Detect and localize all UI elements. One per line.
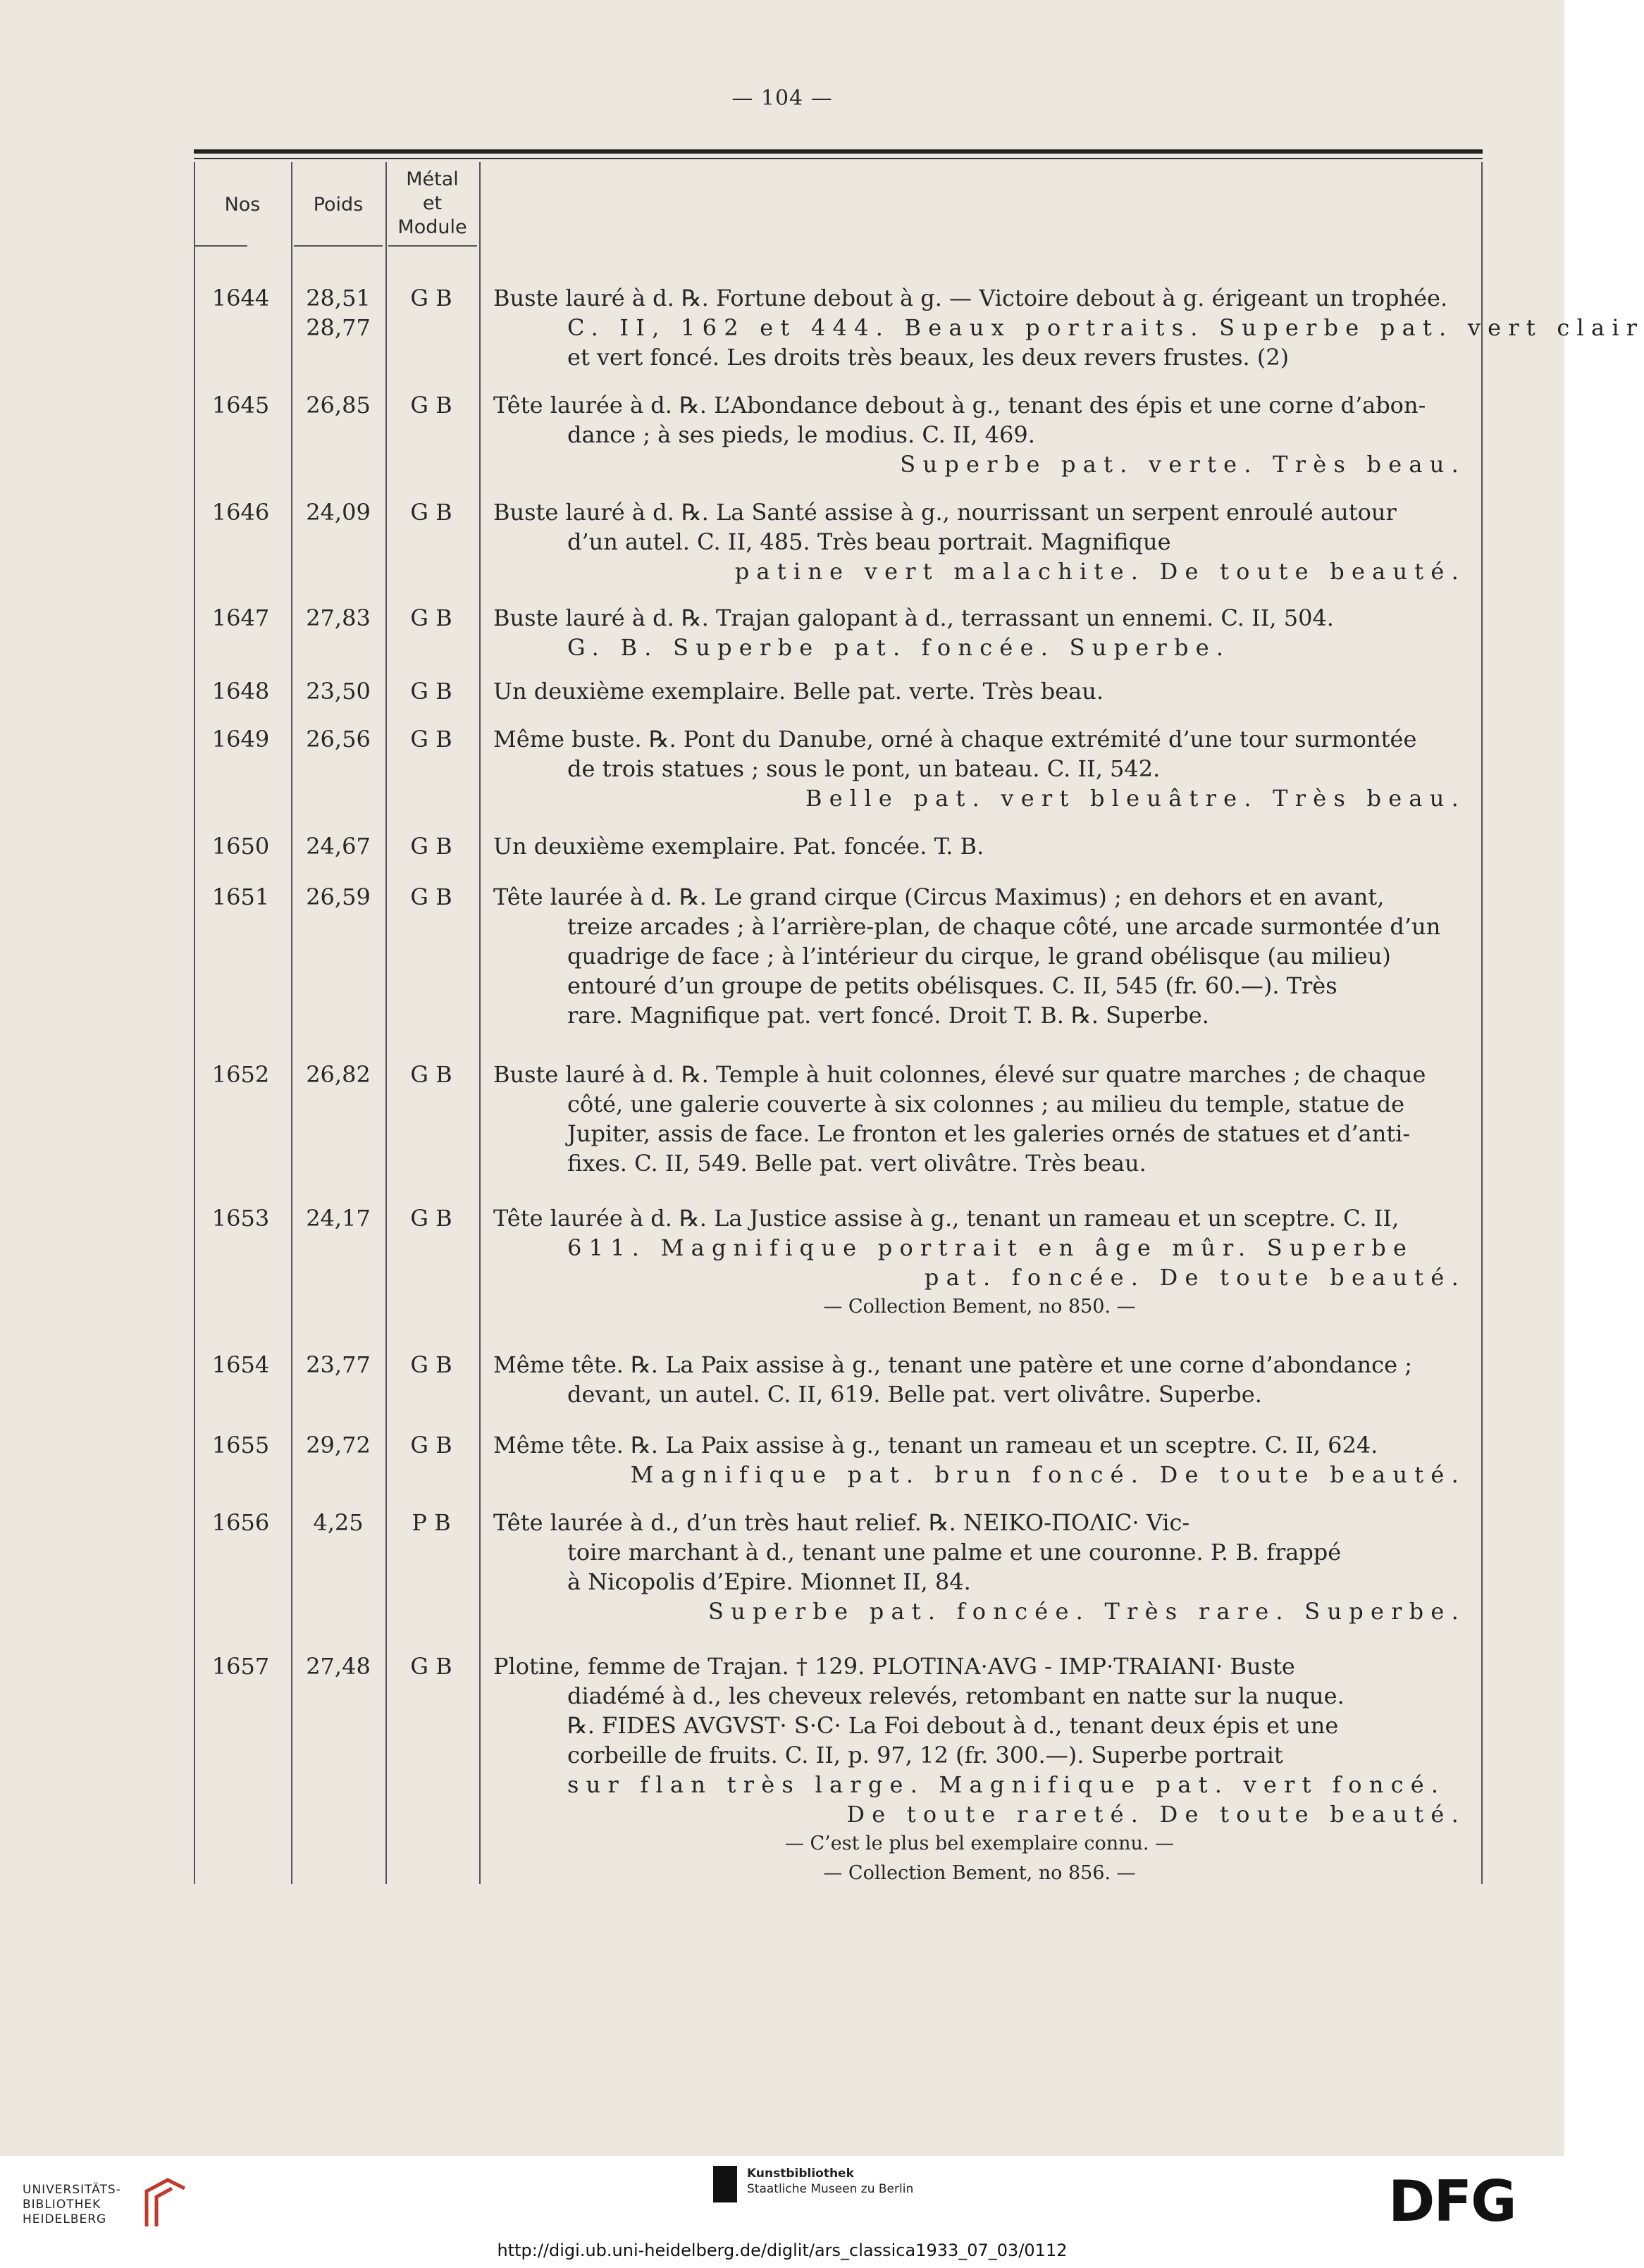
kunstbibliothek-label: Kunstbibliothek Staatliche Museen zu Berlin [747,2167,914,2196]
description-line: rare. Magnifique pat. vert foncé. Droit T. B. ℞. Superbe. [567,1002,1209,1029]
header-weight: Poids [313,194,364,216]
description-line: quadrige de face ; à l’intérieur du cirque, le grand obélisque (au milieu) [567,943,1391,969]
description-line: sur flan très large. Magnifique pat. vert foncé. [567,1771,1446,1798]
metal-module: G B [410,285,452,311]
weight-cell [292,1508,384,1537]
metal-module: G B [410,1351,452,1378]
source-url-link[interactable]: http://digi.ub.uni-heidelberg.de/diglit/ars_classica1933_07_03/0112 [497,2241,1068,2260]
lot-number: 1653 [211,1205,270,1232]
weight-cell [292,283,384,342]
description-line: Même buste. ℞. Pont du Danube, orné à chaque extrémité d’une tour surmontée [493,726,1417,752]
kunstbibliothek-logo-icon [713,2166,737,2202]
table-top-rule-thin [194,158,1483,159]
metal-module: G B [410,605,452,631]
metal-module: G B [410,1205,452,1232]
weight-value: 24,09 [306,499,371,526]
description-line: Superbe pat. foncée. Très rare. Superbe. [707,1598,1466,1625]
description-line: De toute rareté. De toute beauté. [846,1801,1466,1828]
description-line: pat. foncée. De toute beauté. [924,1264,1466,1291]
description-cell [493,390,1466,479]
metal-module: G B [410,1432,452,1458]
weight-cell [292,1350,384,1380]
page-number: — 104 — [731,86,833,111]
lot-number: 1644 [211,285,270,311]
weight-value: 4,25 [313,1509,364,1536]
lot-number: 1652 [211,1061,270,1088]
lot-number: 1650 [211,833,270,860]
description-line: Tête laurée à d. ℞. La Justice assise à g., tenant un rameau et un sceptre. C. II, [493,1205,1399,1232]
column-divider [479,162,481,1884]
lot-number: 1651 [211,884,270,910]
description-line: Tête laurée à d. ℞. Le grand cirque (Circus Maximus) ; en dehors et en avant, [493,884,1385,910]
footer-bar [0,2156,1564,2268]
weight-value: 26,56 [306,726,371,752]
weight-value: 27,48 [306,1653,371,1680]
description-cell [493,1508,1466,1626]
weight-value: 28,77 [306,314,371,341]
column-divider [291,162,292,1884]
weight-value: 27,83 [306,605,371,631]
description-line: Un deuxième exemplaire. Pat. foncée. T. B. [493,833,984,860]
lot-number: 1657 [211,1653,270,1680]
lot-number: 1645 [211,392,270,419]
metal-module: P B [412,1509,451,1536]
description-cell [493,1350,1466,1409]
weight-cell [292,1652,384,1681]
dfg-logo: DFG [1388,2169,1516,2234]
weight-value: 23,77 [306,1351,371,1378]
weight-value: 29,72 [306,1432,371,1458]
description-cell [493,882,1466,1030]
description-line: Même tête. ℞. La Paix assise à g., tenant une patère et une corne d’abondance ; [493,1351,1412,1378]
description-line: treize arcades ; à l’arrière-plan, de chaque côté, une arcade surmontée d’un [567,913,1441,940]
metal-module: G B [410,884,452,910]
weight-cell [292,1430,384,1460]
weight-value: 24,17 [306,1205,371,1232]
description-line: 611. Magnifique portrait en âge mûr. Superbe [567,1234,1414,1261]
description-line: dance ; à ses pieds, le modius. C. II, 469. [567,421,1035,448]
weight-cell [292,390,384,420]
description-cell [493,831,1466,861]
description-line: à Nicopolis d’Epire. Mionnet II, 84. [567,1568,971,1595]
weight-cell [292,1060,384,1089]
description-line: Buste lauré à d. ℞. La Santé assise à g., nourrissant un serpent enroulé autour [493,499,1397,526]
description-cell [493,724,1466,813]
description-line: G. B. Superbe pat. foncée. Superbe. [567,634,1231,661]
description-line: Belle pat. vert bleuâtre. Très beau. [805,785,1466,812]
lot-number: 1647 [211,605,270,631]
description-line: toire marchant à d., tenant une palme et une couronne. P. B. frappé [567,1539,1342,1566]
description-line: patine vert malachite. De toute beauté. [734,558,1466,585]
description-cell [493,1652,1466,1888]
description-line: Tête laurée à d. ℞. L’Abondance debout à g., tenant des épis et une corne d’abon- [493,392,1426,419]
column-divider [385,162,387,1884]
header-rule [294,245,383,247]
lot-number: 1654 [211,1351,270,1378]
header-metal: Métal et Module [397,168,467,238]
description-line: Même tête. ℞. La Paix assise à g., tenant un rameau et un sceptre. C. II, 624. [493,1432,1378,1458]
weight-value: 23,50 [306,678,371,705]
weight-cell [292,882,384,912]
metal-module: G B [410,1653,452,1680]
metal-module: G B [410,833,452,860]
lot-number: 1649 [211,726,270,752]
university-library-logo: UNIVERSITÄTS- BIBLIOTHEK HEIDELBERG [23,2183,121,2226]
lot-number: 1656 [211,1509,270,1536]
metal-module: G B [410,392,452,419]
metal-module: G B [410,678,452,705]
weight-cell [292,676,384,706]
description-line: diadémé à d., les cheveux relevés, retombant en natte sur la nuque. [567,1683,1345,1709]
description-line: fixes. C. II, 549. Belle pat. vert olivâtre. Très beau. [567,1150,1147,1177]
description-cell [493,603,1466,662]
description-line: Plotine, femme de Trajan. † 129. PLOTINA·AVG - IMP·TRAIANI· Buste [493,1653,1295,1680]
description-line: ℞. FIDES AVGVST· S·C· La Foi debout à d., tenant deux épis et une [567,1712,1339,1739]
description-line: — Collection Bement, no 856. — [823,1862,1136,1884]
description-line: et vert foncé. Les droits très beaux, les deux revers frustes. (2) [567,344,1290,371]
table-top-rule [194,149,1483,154]
metal-module: G B [410,499,452,526]
ub-emblem-icon [140,2177,189,2231]
description-line: devant, un autel. C. II, 619. Belle pat. vert olivâtre. Superbe. [567,1381,1262,1408]
description-cell [493,497,1466,586]
description-line: Tête laurée à d., d’un très haut relief. ℞. ΝΕΙΚΟ-ΠΟΛΙC· Vic- [493,1509,1190,1536]
weight-cell [292,1203,384,1233]
description-cell [493,283,1644,372]
column-divider [1481,162,1483,1884]
header-rule [388,245,477,247]
description-line: — C’est le plus bel exemplaire connu. — [784,1833,1175,1854]
description-line: de trois statues ; sous le pont, un bateau. C. II, 542. [567,755,1161,782]
description-cell [493,1203,1466,1322]
weight-cell [292,603,384,633]
description-line: Buste lauré à d. ℞. Fortune debout à g. — Victoire debout à g. érigeant un trophée. [493,285,1448,311]
weight-value: 26,59 [306,884,371,910]
description-line: — Collection Bement, no 850. — [823,1296,1136,1318]
weight-cell [292,831,384,861]
weight-cell [292,497,384,527]
description-line: entouré d’un groupe de petits obélisques. C. II, 545 (fr. 60.—). Très [567,972,1337,999]
weight-value: 24,67 [306,833,371,860]
description-line: corbeille de fruits. C. II, p. 97, 12 (fr. 300.—). Superbe portrait [567,1742,1283,1768]
description-line: côté, une galerie couverte à six colonnes ; au milieu du temple, statue de [567,1091,1405,1117]
coin-catalog-table [194,149,1644,1884]
lot-number: 1646 [211,499,270,526]
metal-module: G B [410,1061,452,1088]
lot-number: 1648 [211,678,270,705]
description-cell [493,676,1466,706]
description-line: d’un autel. C. II, 485. Très beau portrait. Magnifique [567,528,1171,555]
description-line: Buste lauré à d. ℞. Temple à huit colonnes, élevé sur quatre marches ; de chaque [493,1061,1426,1088]
header-no: Nos [224,194,261,216]
lot-number: 1655 [211,1432,270,1458]
weight-value: 26,85 [306,392,371,419]
description-line: Buste lauré à d. ℞. Trajan galopant à d., terrassant un ennemi. C. II, 504. [493,605,1334,631]
weight-value: 26,82 [306,1061,371,1088]
description-line: Un deuxième exemplaire. Belle pat. verte. Très beau. [493,678,1104,705]
weight-value: 28,51 [306,285,371,311]
description-line: Jupiter, assis de face. Le fronton et les galeries ornés de statues et d’anti- [567,1120,1411,1147]
description-line: Superbe pat. verte. Très beau. [900,451,1466,478]
column-divider [194,162,195,1884]
description-cell [493,1430,1466,1489]
metal-module: G B [410,726,452,752]
weight-cell [292,724,384,754]
description-line: C. II, 162 et 444. Beaux portraits. Superbe pat. vert clair [567,314,1644,341]
description-cell [493,1060,1466,1178]
description-line: Magnifique pat. brun foncé. De toute beauté. [630,1461,1466,1488]
header-rule [194,245,247,247]
